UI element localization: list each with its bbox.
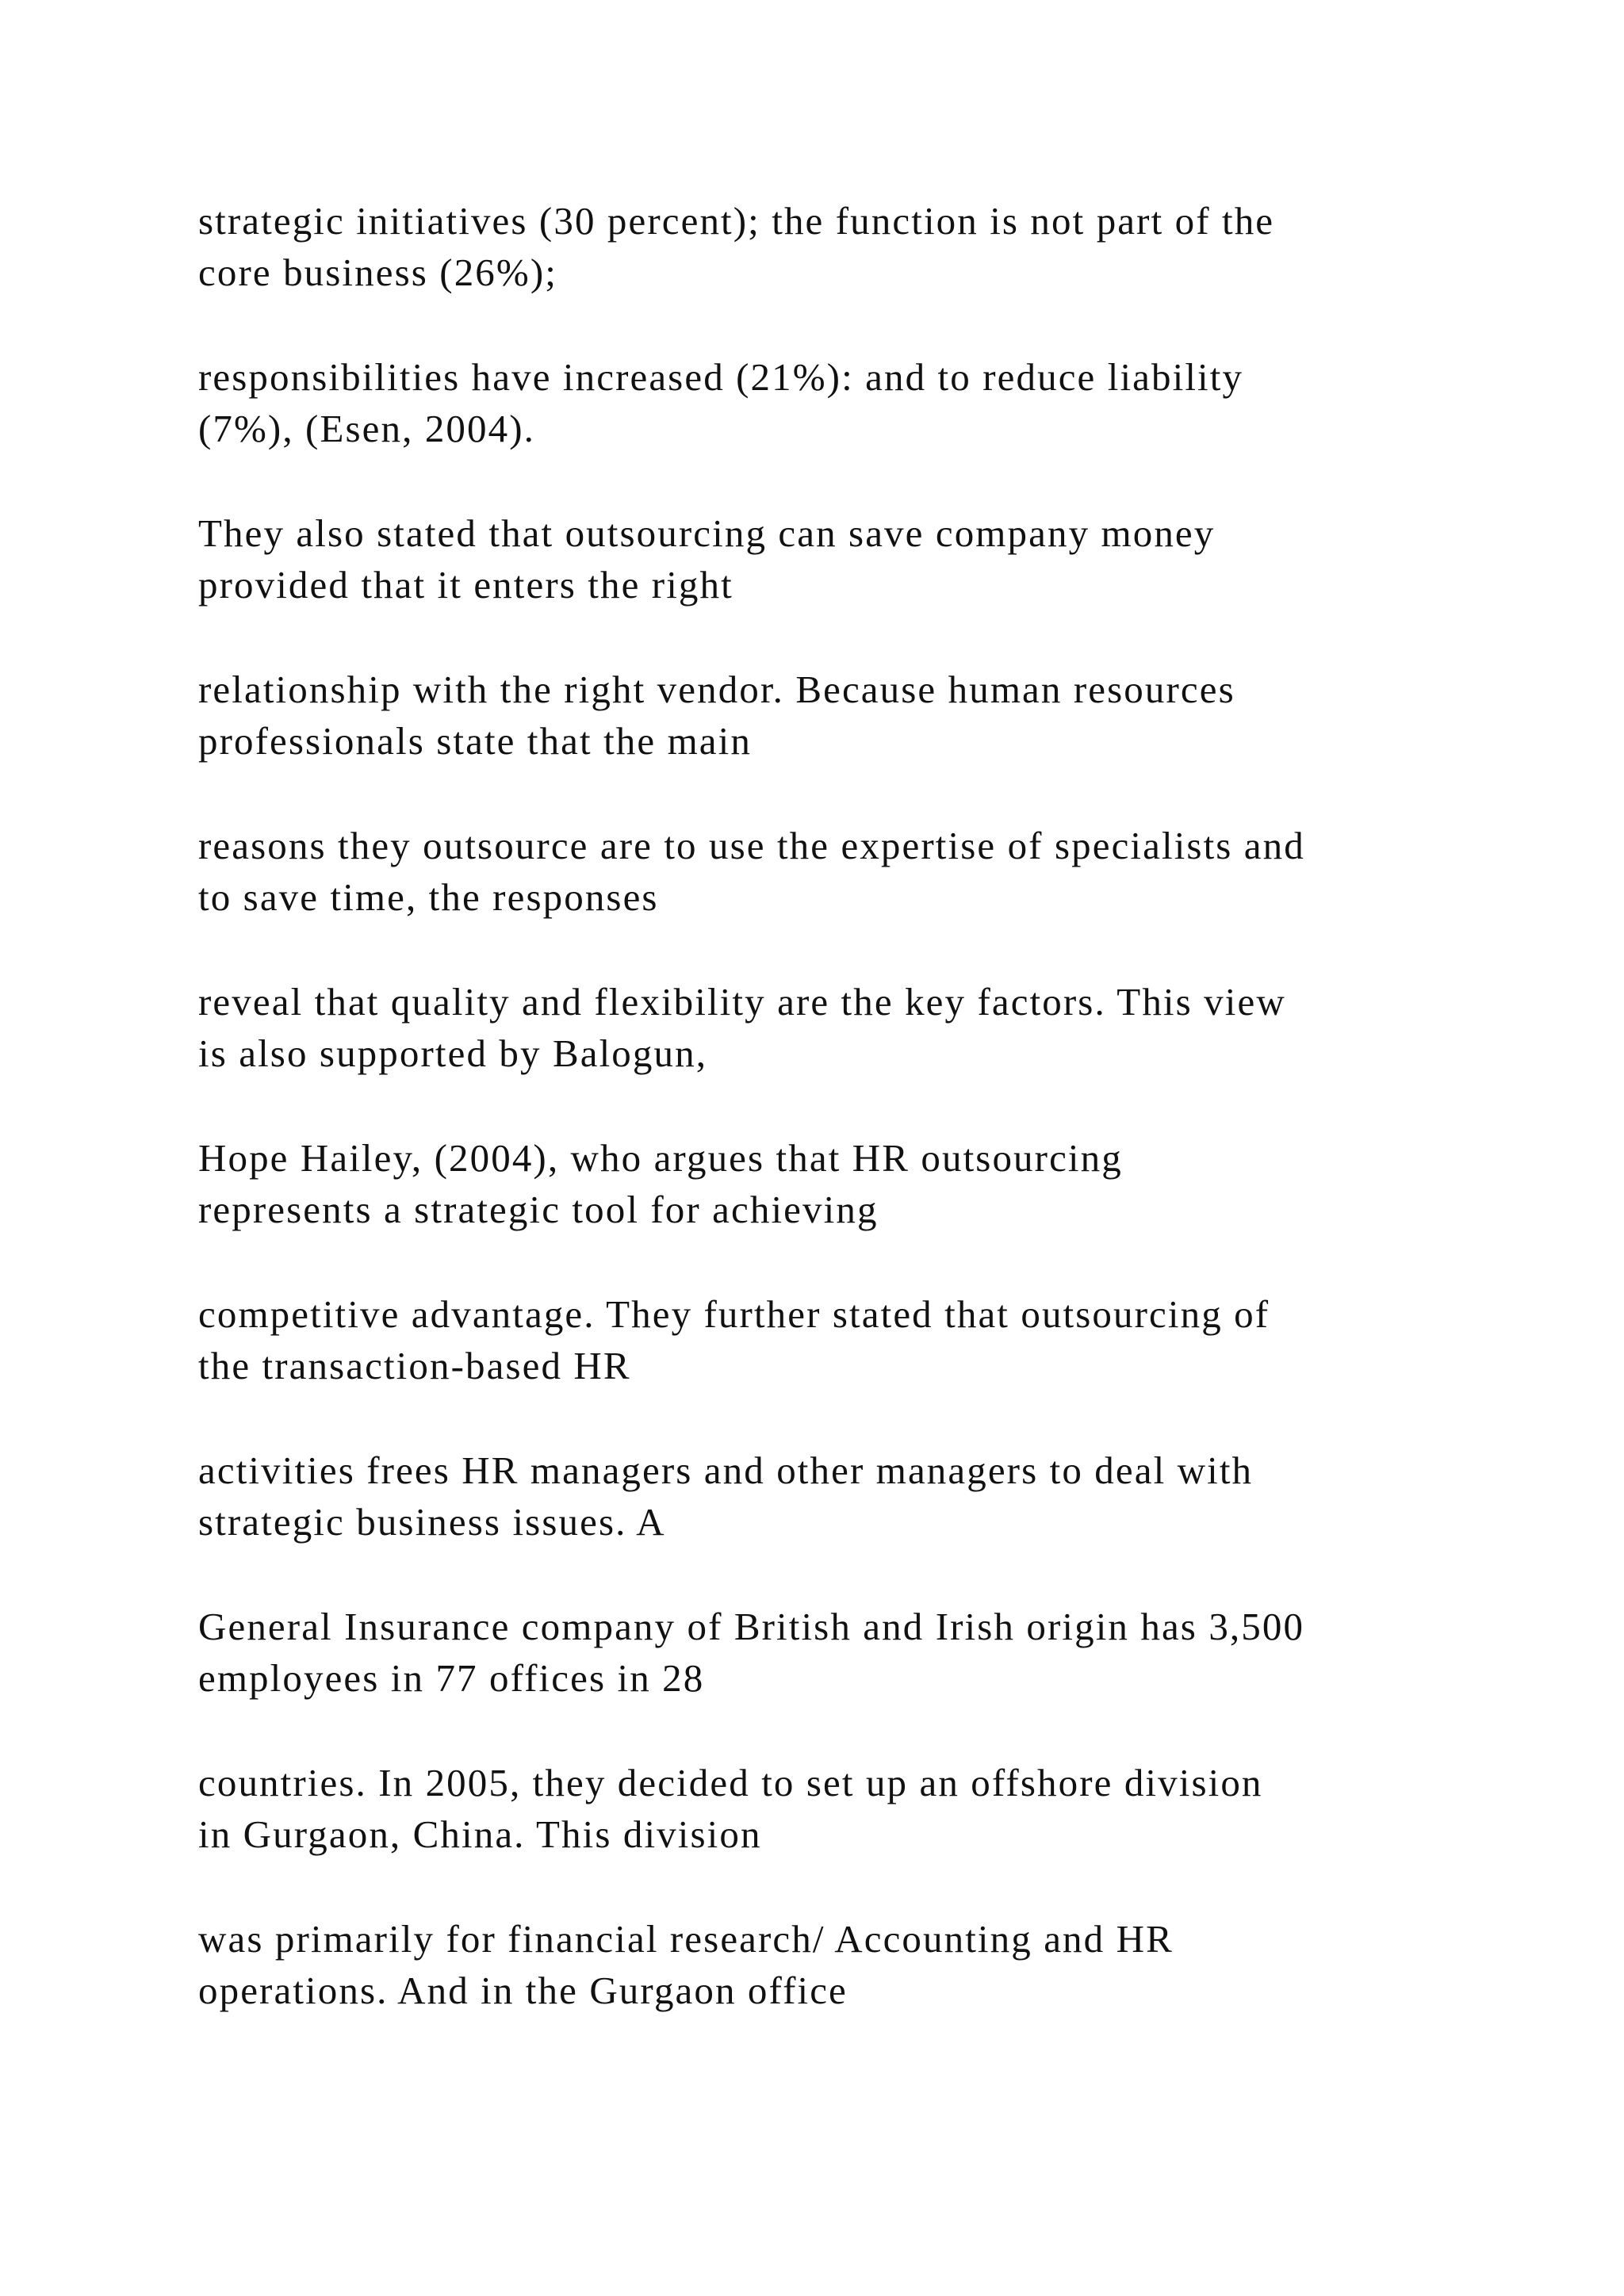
paragraph — [198, 195, 1515, 298]
paragraph — [198, 664, 1515, 767]
text-line: represents a strategic tool for achieving — [198, 1188, 879, 1231]
text-line: operations. And in the Gurgaon office — [198, 1969, 848, 2012]
text-line: They also stated that outsourcing can save company money — [198, 511, 1216, 555]
text-line: reasons they outsource are to use the expertise of specialists and — [198, 824, 1305, 867]
paragraph — [198, 1132, 1515, 1235]
text-line: to save time, the responses — [198, 875, 659, 919]
paragraph — [198, 820, 1515, 923]
text-line: (7%), (Esen, 2004). — [198, 407, 535, 450]
paragraph — [198, 351, 1515, 454]
text-line: strategic business issues. A — [198, 1500, 666, 1544]
paragraph — [198, 1601, 1515, 1704]
body-text — [198, 195, 1515, 2069]
text-line: employees in 77 offices in 28 — [198, 1656, 705, 1700]
text-line: activities frees HR managers and other managers to deal with — [198, 1448, 1254, 1492]
text-line: strategic initiatives (30 percent); the function is not part of the — [198, 199, 1275, 243]
paragraph — [198, 1288, 1515, 1391]
text-line: was primarily for financial research/ Accounting and HR — [198, 1917, 1174, 1961]
text-line: is also supported by Balogun, — [198, 1031, 708, 1075]
text-line: core business (26%); — [198, 251, 557, 294]
text-line: countries. In 2005, they decided to set up an offshore division — [198, 1761, 1263, 1804]
text-line: the transaction-based HR — [198, 1344, 631, 1387]
paragraph — [198, 976, 1515, 1079]
text-line: responsibilities have increased (21%): and to reduce liability — [198, 355, 1244, 399]
text-line: in Gurgaon, China. This division — [198, 1812, 762, 1856]
text-line: reveal that quality and flexibility are the key factors. This view — [198, 980, 1286, 1024]
text-line: Hope Hailey, (2004), who argues that HR outsourcing — [198, 1136, 1123, 1180]
text-line: relationship with the right vendor. Because human resources — [198, 668, 1235, 711]
paragraph — [198, 1445, 1515, 1548]
text-line: provided that it enters the right — [198, 563, 733, 607]
text-line: competitive advantage. They further stated that outsourcing of — [198, 1292, 1270, 1336]
paragraph — [198, 1757, 1515, 1860]
paragraph — [198, 507, 1515, 610]
text-line: professionals state that the main — [198, 719, 752, 763]
text-line: General Insurance company of British and Irish origin has 3,500 — [198, 1605, 1305, 1648]
paragraph — [198, 1913, 1515, 2016]
